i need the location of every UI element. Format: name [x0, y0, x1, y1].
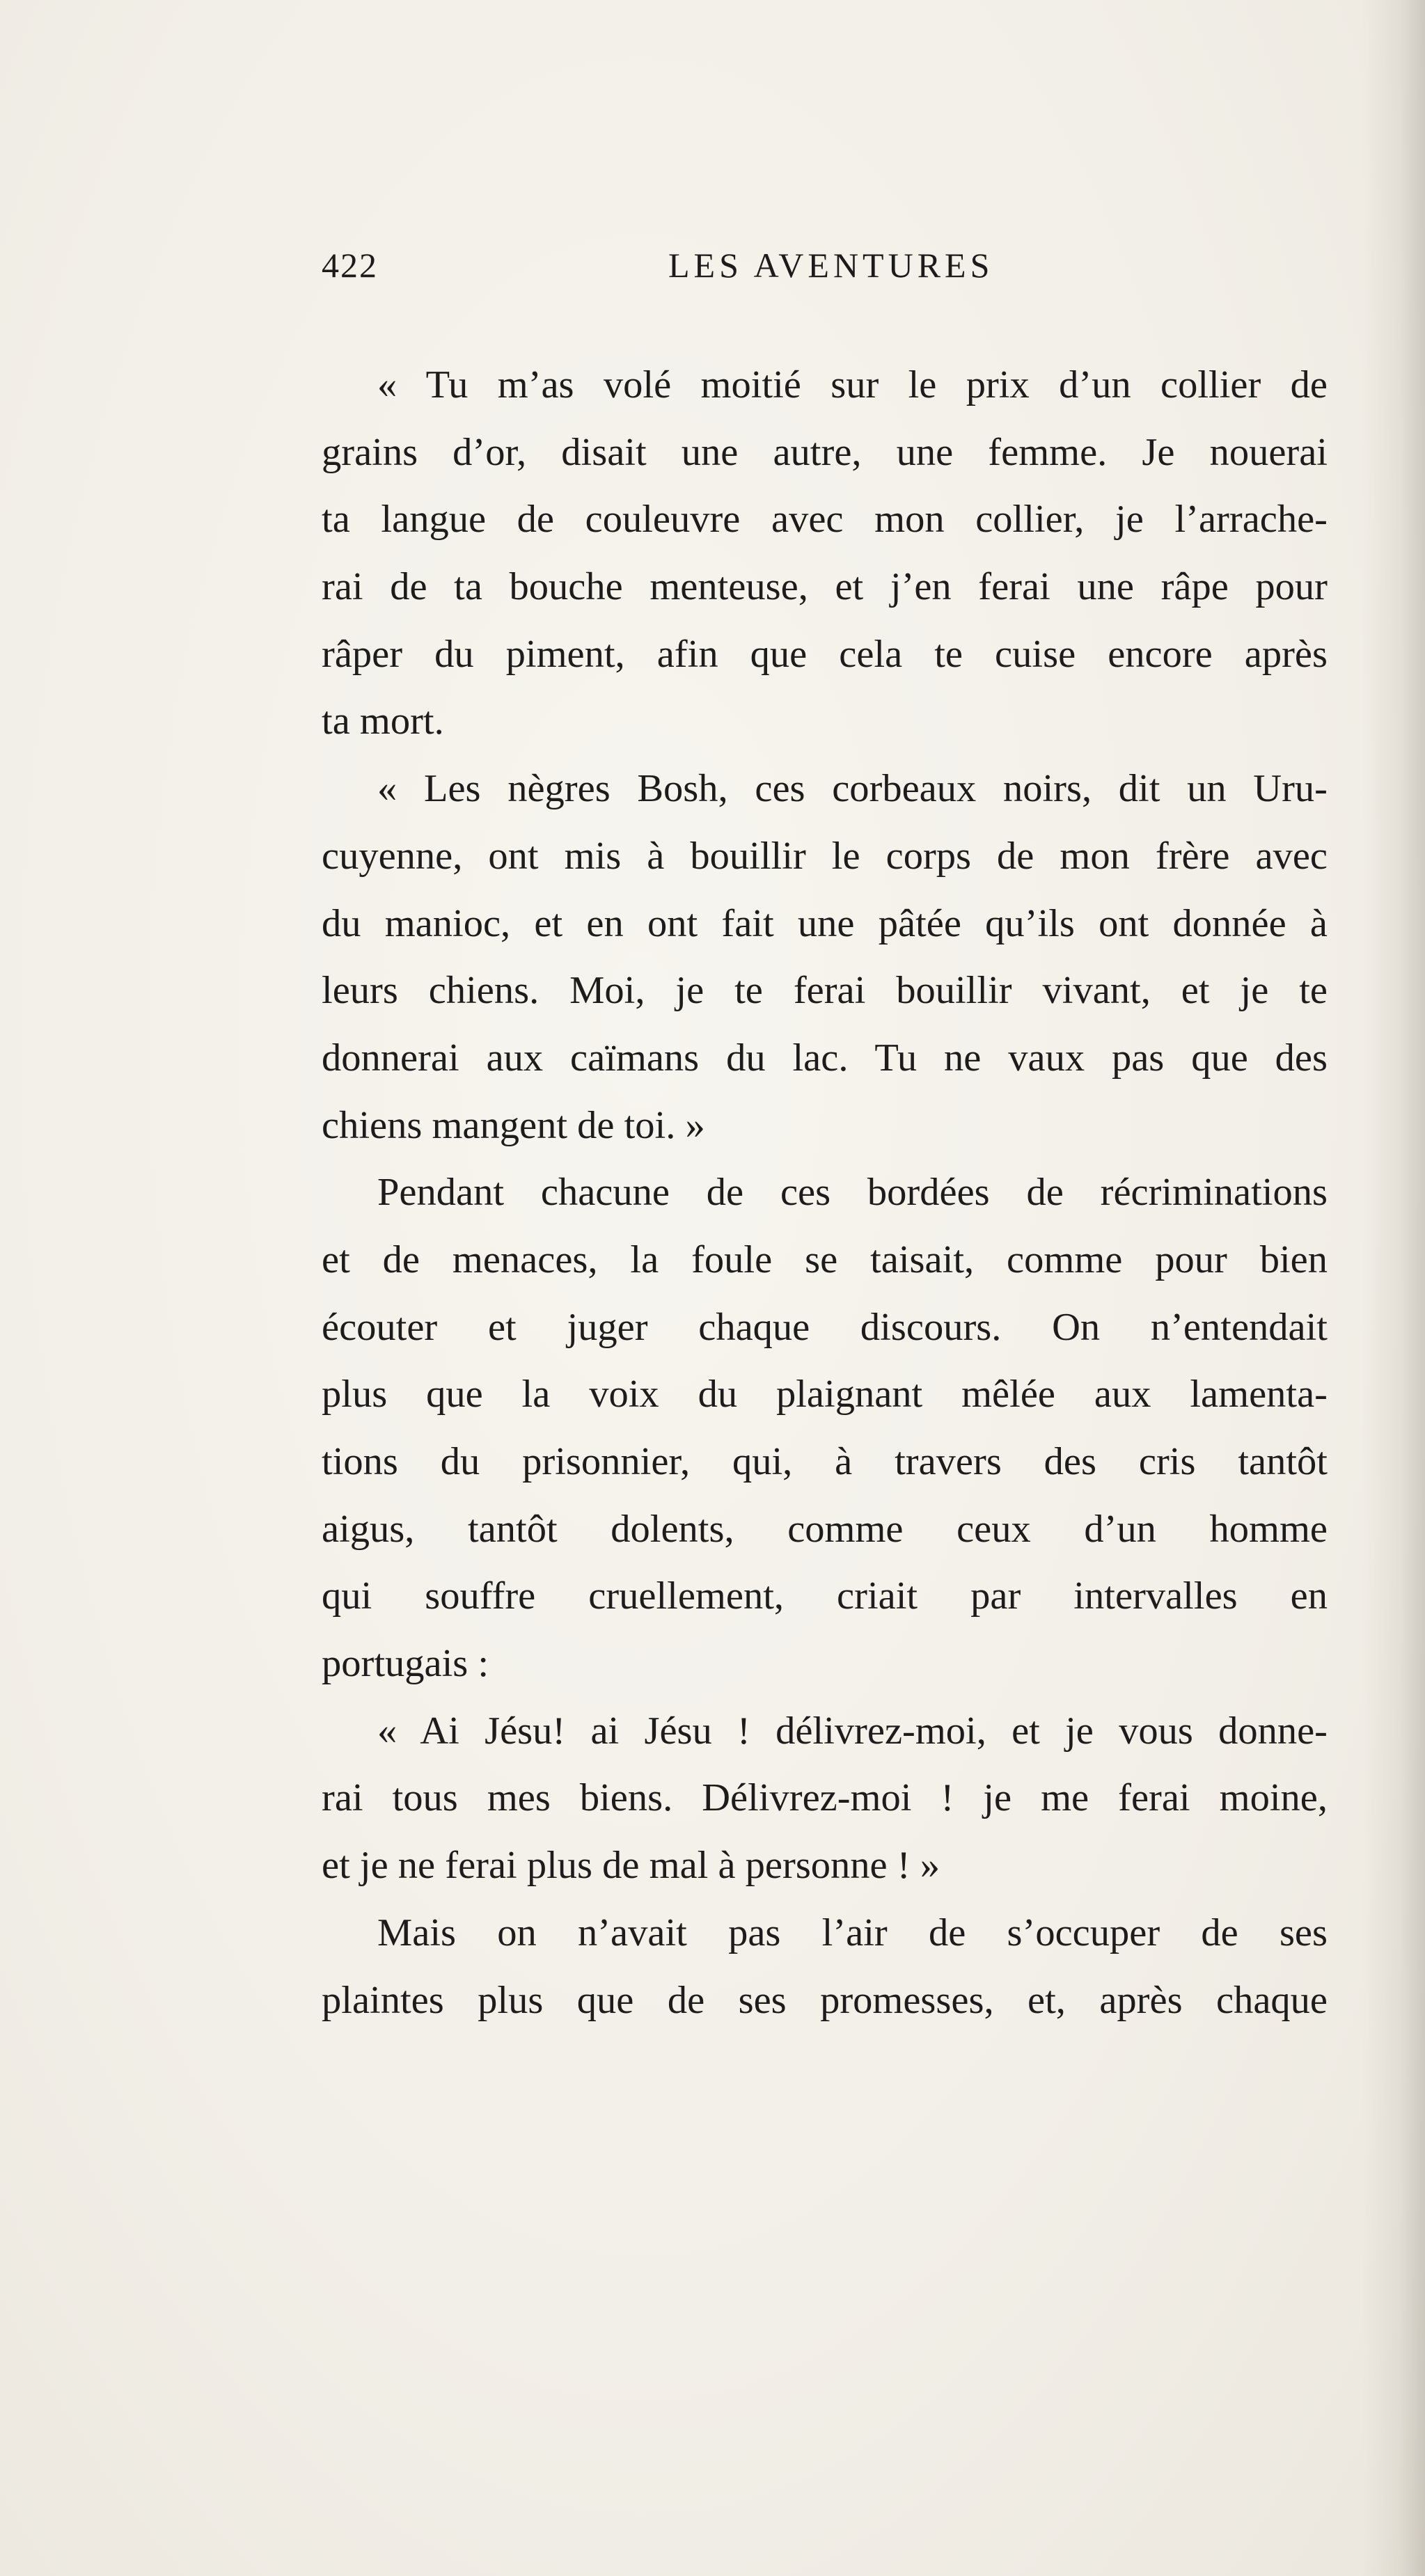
- text-line: qui souffre cruellement, criait par intervalles en: [322, 1574, 1328, 1618]
- body-text: [322, 351, 1328, 2034]
- text-line: râper du piment, afin que cela te cuise encore après: [322, 632, 1328, 676]
- text-line: « Tu m’as volé moitié sur le prix d’un collier de: [377, 363, 1328, 406]
- page-number: 422: [322, 246, 378, 285]
- text-line: « Ai Jésu! ai Jésu ! délivrez-moi, et je vous donne-: [377, 1709, 1328, 1753]
- text-line: grains d’or, disait une autre, une femme. Je nouerai: [322, 430, 1328, 474]
- text-line: donnerai aux caïmans du lac. Tu ne vaux pas que des: [322, 1036, 1328, 1080]
- text-line: ta mort.: [322, 700, 444, 743]
- text-line: rai tous mes biens. Délivrez-moi ! je me ferai moine,: [322, 1776, 1328, 1820]
- text-line: et de menaces, la foule se taisait, comme pour bien: [322, 1238, 1328, 1281]
- text-line: leurs chiens. Moi, je te ferai bouillir vivant, et je te: [322, 969, 1328, 1013]
- text-line: chiens mangent de toi. »: [322, 1103, 705, 1147]
- text-line: cuyenne, ont mis à bouillir le corps de mon frère avec: [322, 834, 1328, 878]
- text-line: plus que la voix du plaignant mêlée aux lamenta-: [322, 1373, 1328, 1416]
- text-line: aigus, tantôt dolents, comme ceux d’un homme: [322, 1507, 1328, 1551]
- text-line: ta langue de couleuvre avec mon collier, je l’arrache-: [322, 498, 1328, 542]
- text-line: « Les nègres Bosh, ces corbeaux noirs, dit un Uru-: [377, 767, 1328, 811]
- text-line: rai de ta bouche menteuse, et j’en ferai une râpe pour: [322, 565, 1328, 609]
- running-header: [322, 245, 1328, 294]
- text-line: tions du prisonnier, qui, à travers des cris tantôt: [322, 1440, 1328, 1483]
- page-edge-shadow: [1362, 0, 1425, 2576]
- text-line: écouter et juger chaque discours. On n’entendait: [322, 1305, 1328, 1349]
- text-line: Mais on n’avait pas l’air de s’occuper de ses: [377, 1911, 1328, 1954]
- running-title: LES AVENTURES: [668, 246, 994, 285]
- text-line: portugais :: [322, 1642, 489, 1686]
- text-line: Pendant chacune de ces bordées de récriminations: [377, 1171, 1328, 1215]
- text-line: du manioc, et en ont fait une pâtée qu’ils ont donnée à: [322, 901, 1328, 945]
- text-line: plaintes plus que de ses promesses, et, après chaque: [322, 1978, 1328, 2022]
- text-line: et je ne ferai plus de mal à personne ! »: [322, 1844, 940, 1888]
